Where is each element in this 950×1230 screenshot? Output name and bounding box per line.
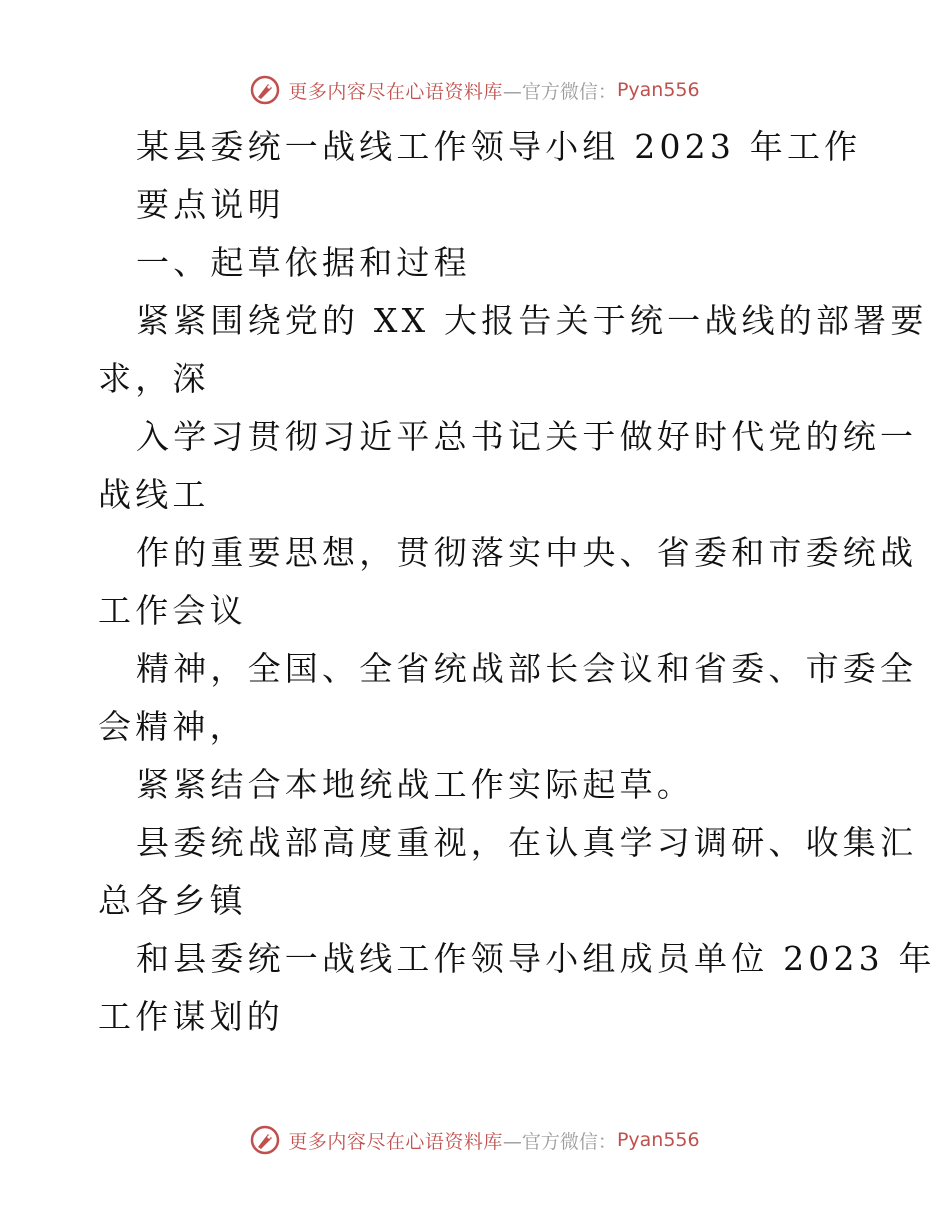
document-body <box>98 118 936 1046</box>
paragraph-line: 工作谋划的 <box>98 997 284 1036</box>
pen-nib-logo-icon <box>250 75 280 105</box>
paragraph-line: 入学习贯彻习近平总书记关于做好时代党的统一 <box>136 417 918 456</box>
title-line-1: 某县委统一战线工作领导小组 2023 年工作 <box>136 127 862 166</box>
paragraph-line: 紧紧围绕党的 XX 大报告关于统一战线的部署要 <box>136 301 928 340</box>
paragraph-line: 总各乡镇 <box>98 881 247 920</box>
watermark-banner-bottom <box>0 1120 950 1160</box>
banner-text-id: Pyan556 <box>616 79 700 101</box>
paragraph-line: 战线工 <box>98 475 210 514</box>
banner-text-wechat: —官方微信： <box>502 80 617 103</box>
paragraph-line: 工作会议 <box>98 591 247 630</box>
paragraph-line: 和县委统一战线工作领导小组成员单位 2023 年 <box>136 939 936 978</box>
banner-text-wechat: —官方微信： <box>502 1130 617 1153</box>
paragraph-line: 会精神， <box>98 707 247 746</box>
title-line-2: 要点说明 <box>136 185 285 224</box>
banner-text-library: 更多内容尽在心语资料库 <box>288 80 503 103</box>
paragraph-line: 作的重要思想，贯彻落实中央、省委和市委统战 <box>136 533 918 572</box>
paragraph-line: 精神，全国、全省统战部长会议和省委、市委全 <box>136 649 918 688</box>
banner-text-id: Pyan556 <box>616 1129 700 1151</box>
watermark-banner-top <box>0 70 950 110</box>
pen-nib-logo-icon <box>250 1125 280 1155</box>
paragraph-line: 紧紧结合本地统战工作实际起草。 <box>136 765 694 804</box>
banner-text-library: 更多内容尽在心语资料库 <box>288 1130 503 1153</box>
section-heading: 一、起草依据和过程 <box>136 243 471 282</box>
paragraph-line: 求，深 <box>98 359 210 398</box>
paragraph-line: 县委统战部高度重视，在认真学习调研、收集汇 <box>136 823 918 862</box>
